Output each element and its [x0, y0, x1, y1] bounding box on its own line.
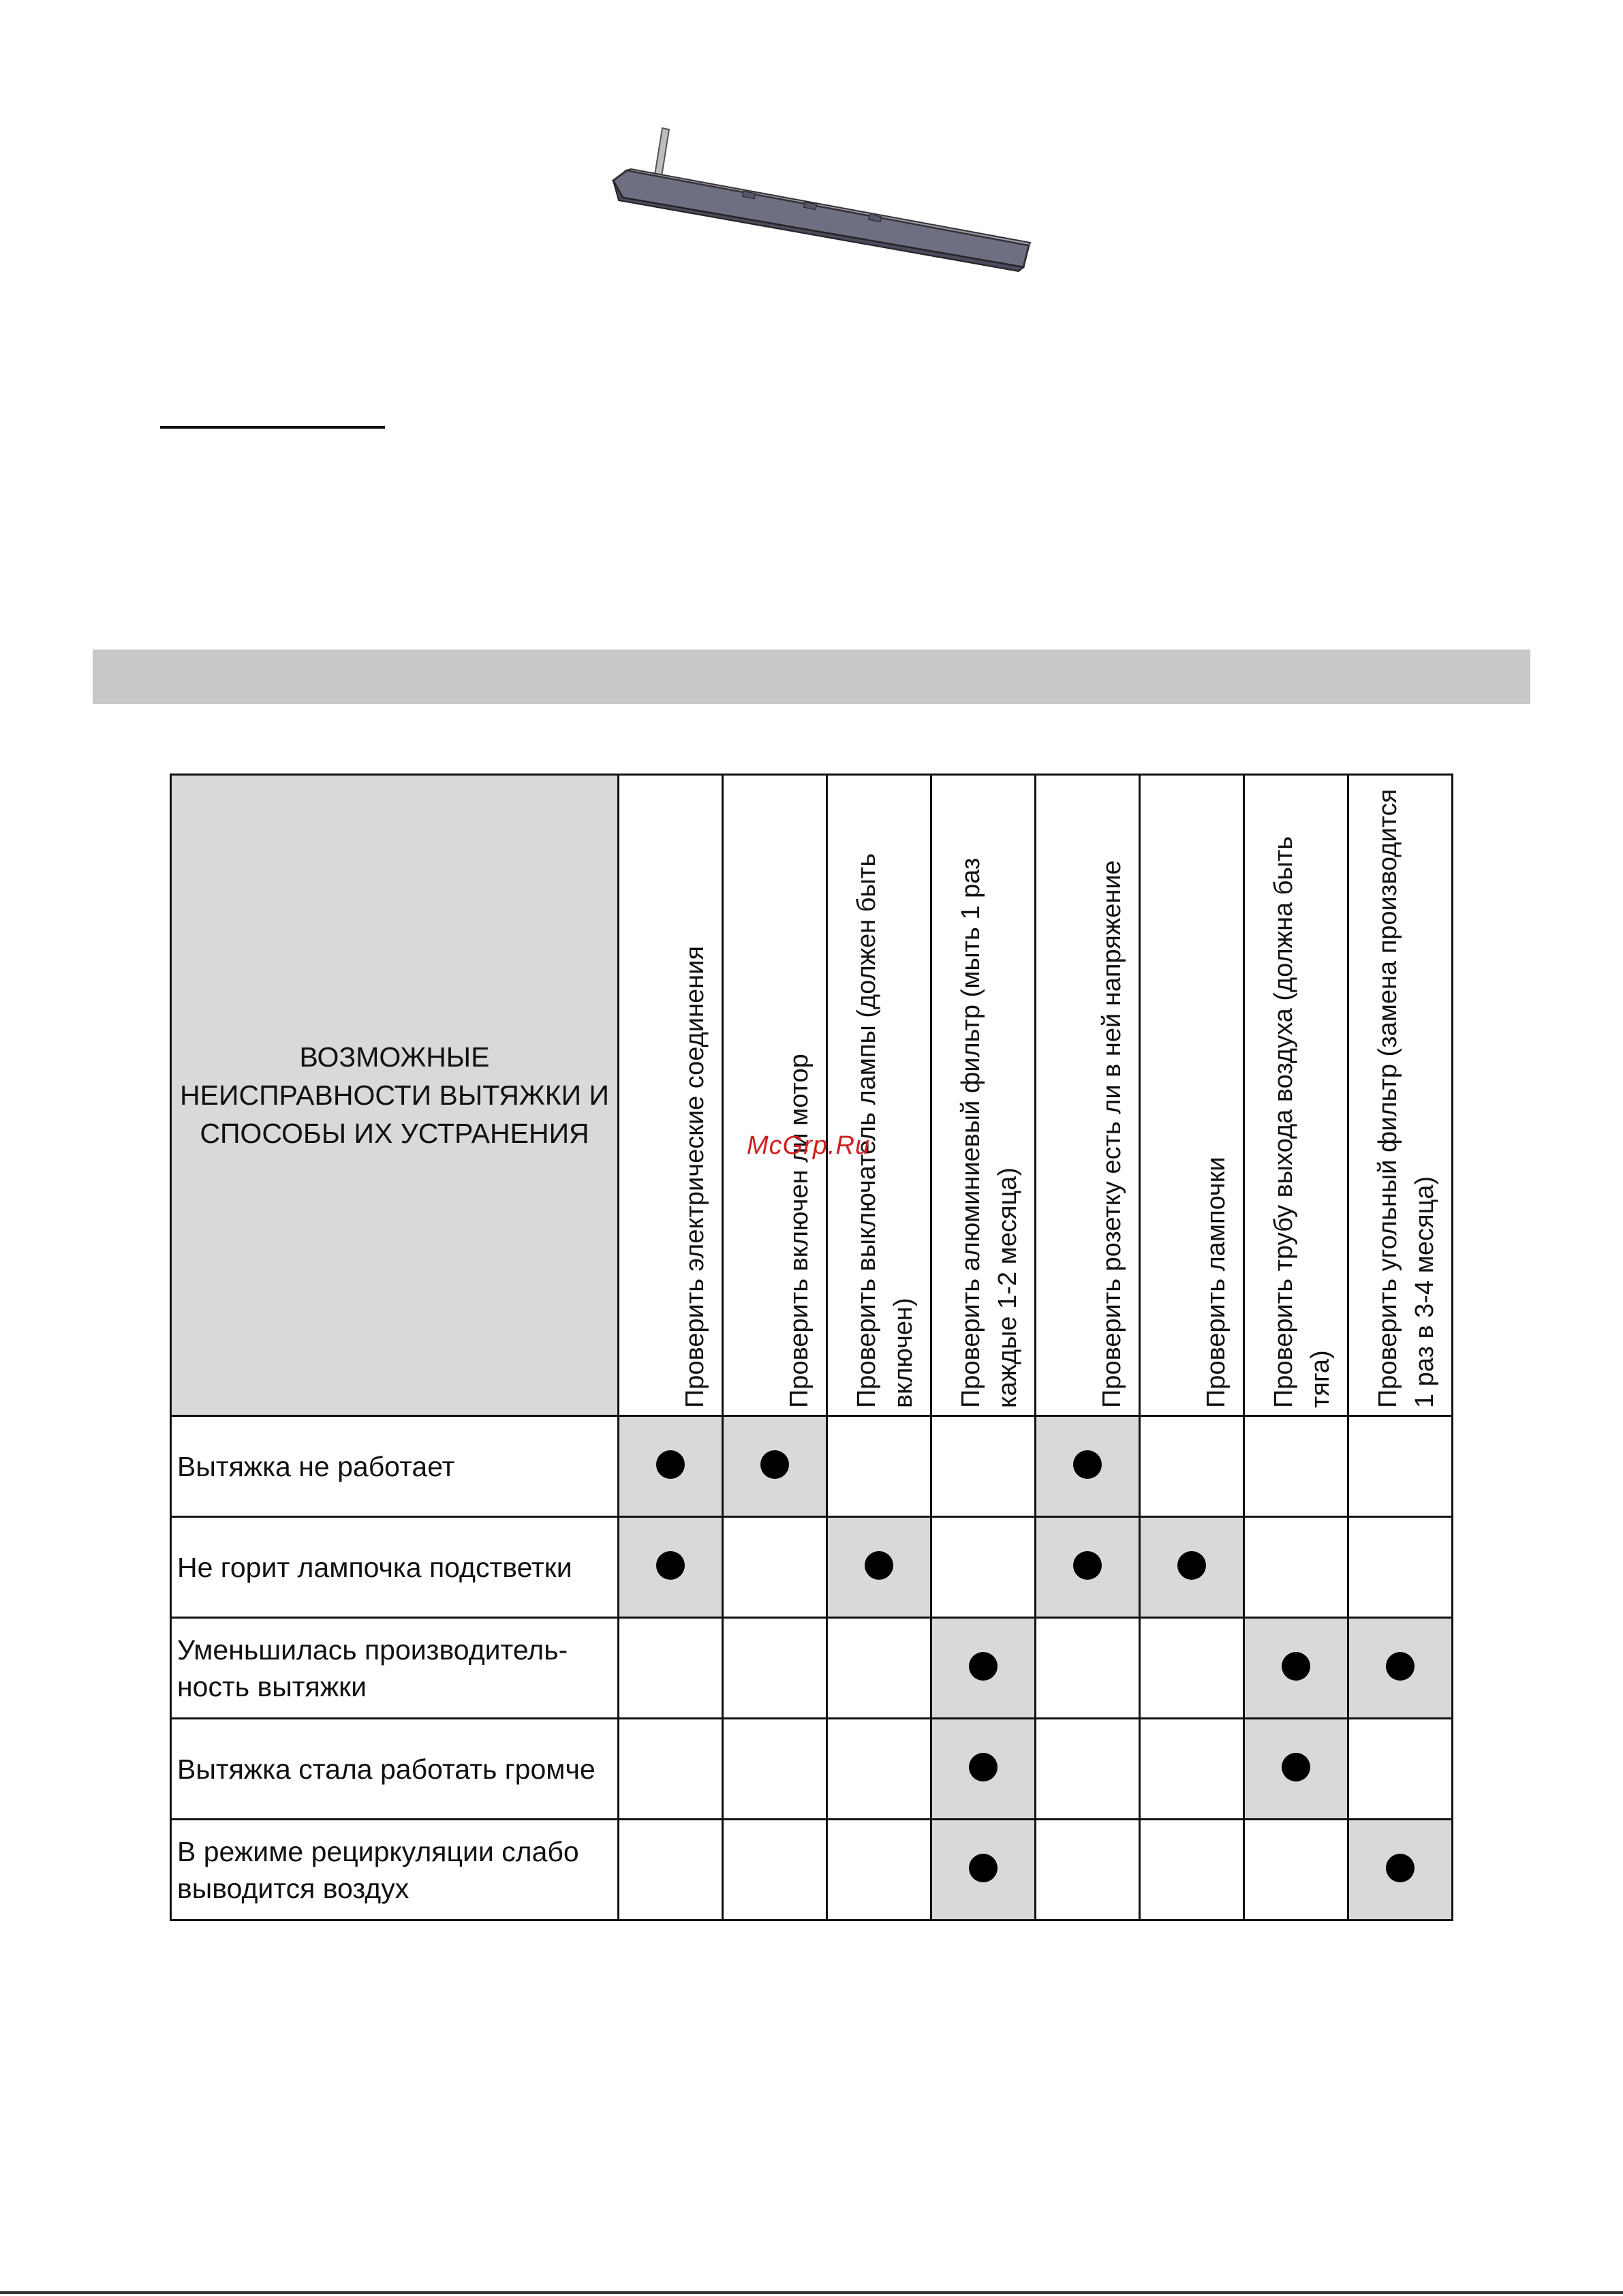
mark-cell — [1244, 1618, 1348, 1719]
mark-cell — [619, 1416, 723, 1517]
mark-cell — [619, 1719, 723, 1820]
row-label: Вытяжка стала работать громче — [171, 1719, 619, 1820]
table-row — [171, 1618, 1453, 1719]
mark-cell — [931, 1416, 1036, 1517]
row-label: Уменьшилась производитель-ность вытяжки — [171, 1618, 619, 1719]
column-header: Проверить угольный фильтр (замена производится 1 раз в 3-4 месяца) — [1348, 775, 1453, 1416]
mark-cell — [1244, 1517, 1348, 1618]
row-label: Вытяжка не работает — [171, 1416, 619, 1517]
mark-cell — [1348, 1517, 1453, 1618]
mark-cell — [619, 1820, 723, 1920]
mark-cell — [1036, 1416, 1140, 1517]
column-header: Проверить выключатель лампы (должен быть включен) — [827, 775, 931, 1416]
watermark: McGrp.Ru — [747, 1131, 871, 1160]
mark-cell — [827, 1416, 931, 1517]
check-dot-icon — [865, 1551, 893, 1580]
mark-cell — [1244, 1719, 1348, 1820]
mark-cell — [723, 1517, 827, 1618]
mark-cell — [1140, 1517, 1244, 1618]
table-corner-title: ВОЗМОЖНЫЕ НЕИСПРАВНОСТИ ВЫТЯЖКИ И СПОСОБЫ ИХ УСТРАНЕНИЯ — [171, 775, 619, 1416]
mark-cell — [931, 1719, 1036, 1820]
filter-strip-illustration — [606, 116, 1042, 293]
column-header: Проверить включен ли мотор — [723, 775, 827, 1416]
mark-cell — [1140, 1416, 1244, 1517]
column-header: Проверить электрические соединения — [619, 775, 723, 1416]
page-bottom-border — [0, 2291, 1623, 2294]
mark-cell — [619, 1618, 723, 1719]
check-dot-icon — [1282, 1652, 1310, 1681]
mark-cell — [827, 1517, 931, 1618]
check-dot-icon — [969, 1652, 998, 1681]
mark-cell — [1348, 1719, 1453, 1820]
mark-cell — [1140, 1618, 1244, 1719]
mark-cell — [619, 1517, 723, 1618]
mark-cell — [1036, 1719, 1140, 1820]
mark-cell — [1036, 1820, 1140, 1920]
check-dot-icon — [656, 1551, 685, 1580]
mark-cell — [1348, 1820, 1453, 1920]
mark-cell — [827, 1820, 931, 1920]
column-header: Проверить лампочки — [1140, 775, 1244, 1416]
table-row — [171, 1719, 1453, 1820]
check-dot-icon — [1073, 1551, 1102, 1580]
mark-cell — [931, 1618, 1036, 1719]
check-dot-icon — [760, 1450, 789, 1479]
heading-underline — [160, 426, 385, 429]
mark-cell — [827, 1719, 931, 1820]
row-label: Не горит лампочка подстветки — [171, 1517, 619, 1618]
mark-cell — [723, 1820, 827, 1920]
mark-cell — [1036, 1618, 1140, 1719]
mark-cell — [723, 1416, 827, 1517]
column-header: Проверить алюминиевый фильтр (мыть 1 раз каждые 1-2 месяца) — [931, 775, 1036, 1416]
mark-cell — [1244, 1820, 1348, 1920]
check-dot-icon — [1386, 1652, 1415, 1681]
mark-cell — [723, 1618, 827, 1719]
table-row — [171, 1416, 1453, 1517]
column-header: Проверить розетку есть ли в ней напряжение — [1036, 775, 1140, 1416]
check-dot-icon — [656, 1450, 685, 1479]
mark-cell — [1140, 1820, 1244, 1920]
mark-cell — [827, 1618, 931, 1719]
check-dot-icon — [969, 1854, 998, 1882]
mark-cell — [1348, 1416, 1453, 1517]
section-band — [93, 649, 1530, 704]
check-dot-icon — [1386, 1854, 1415, 1882]
mark-cell — [723, 1719, 827, 1820]
check-dot-icon — [1177, 1551, 1206, 1580]
row-label: В режиме рециркуляции слабо выводится воздух — [171, 1820, 619, 1920]
check-dot-icon — [1282, 1753, 1310, 1781]
check-dot-icon — [969, 1753, 998, 1781]
mark-cell — [1244, 1416, 1348, 1517]
mark-cell — [931, 1517, 1036, 1618]
mark-cell — [1140, 1719, 1244, 1820]
mark-cell — [1036, 1517, 1140, 1618]
mark-cell — [931, 1820, 1036, 1920]
column-header: Проверить трубу выхода воздуха (должна быть тяга) — [1244, 775, 1348, 1416]
check-dot-icon — [1073, 1450, 1102, 1479]
mark-cell — [1348, 1618, 1453, 1719]
header-row — [171, 775, 1453, 1416]
table-row — [171, 1517, 1453, 1618]
table-row — [171, 1820, 1453, 1920]
troubleshooting-table — [170, 774, 1453, 1921]
